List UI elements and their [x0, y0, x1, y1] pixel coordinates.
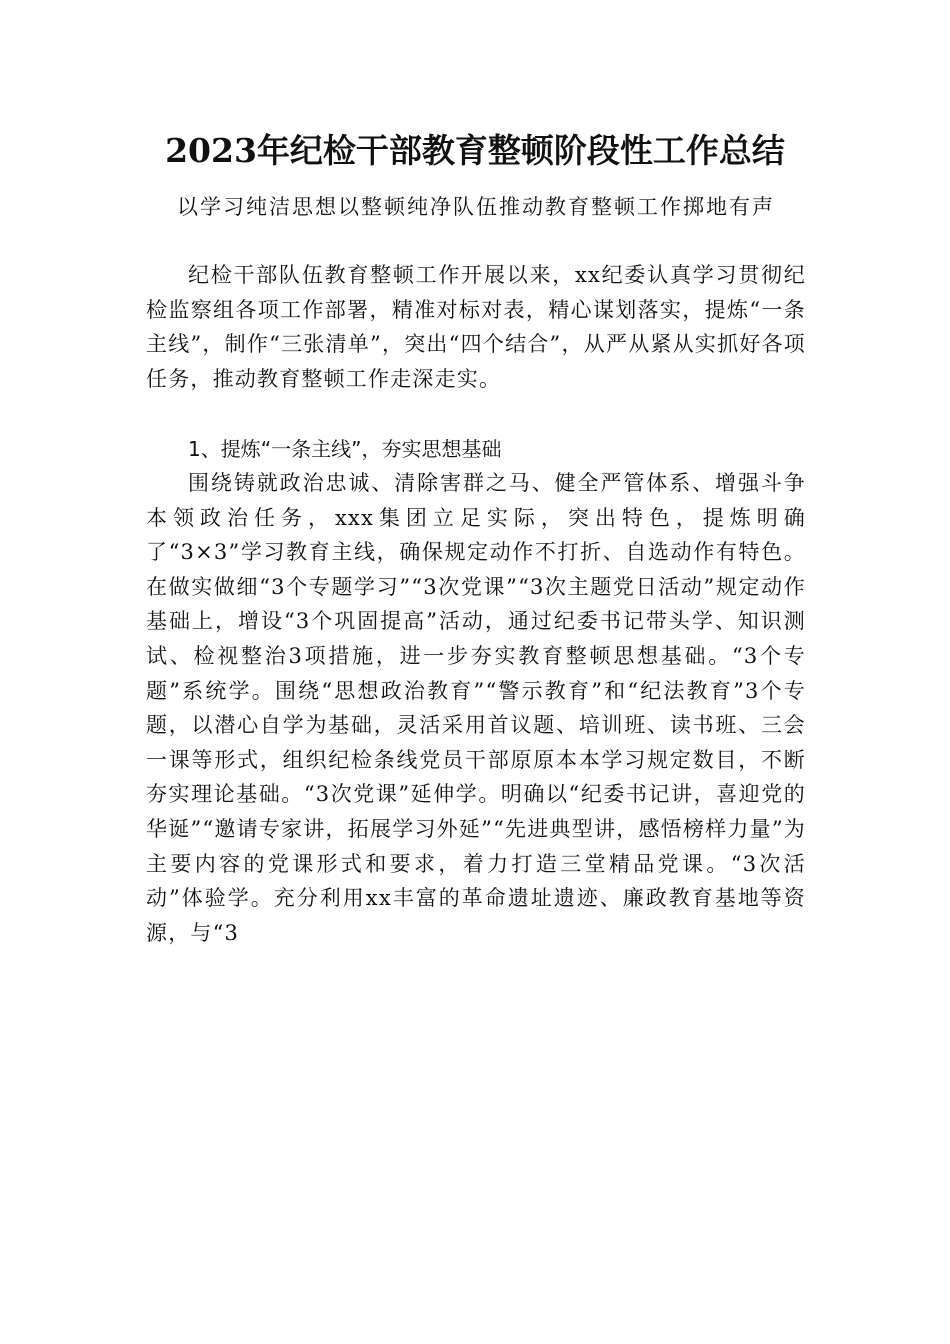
section-paragraph: 围绕铸就政治忠诚、清除害群之马、健全严管体系、增强斗争本领政治任务，xxx集团立足实际，突出特色，提炼明确了“3×3”学习教育主线，确保规定动作不打折、自选动作有特色。在做实做细“3个专题学习”“3次党课”“3次主题党日活动”规定动作基础上，增设“3个巩固提高”活动，通过纪委书记带头学、知识测试、检视整治3项措施，进一步夯实教育整顿思想基础。“3个专题”系统学。围绕“思想政治教育”“警示教育”和“纪法教育”3个专题，以潜心自学为基础，灵活采用首议题、培训班、读书班、三会一课等形式，组织纪检条线党员干部原原本本学习规定数目，不断夯实理论基础。“3次党课”延伸学。明确以“纪委书记讲，喜迎党的华诞”“邀请专家讲，拓展学习外延”“先进典型讲，感悟榜样力量”为主要内容的党课形式和要求，着力打造三堂精品党课。“3次活动”体验学。充分利用xx丰富的革命遗址遗迹、廉政教育基地等资源，与“3: [146, 471, 806, 945]
section-heading: 1、提炼“一条主线”，夯实思想基础: [188, 437, 502, 461]
document-subtitle: 以学习纯洁思想以整顿纯净队伍推动教育整顿工作掷地有声: [177, 195, 775, 219]
intro-paragraph: 纪检干部队伍教育整顿工作开展以来，xx纪委认真学习贯彻纪检监察组各项工作部署，精准对标对表，精心谋划落实，提炼“一条主线”，制作“三张清单”，突出“四个结合”，从严从紧从实抓好各项任务，推动教育整顿工作走深走实。: [146, 263, 806, 391]
document-title: 2023年纪检干部教育整顿阶段性工作总结: [165, 131, 785, 170]
